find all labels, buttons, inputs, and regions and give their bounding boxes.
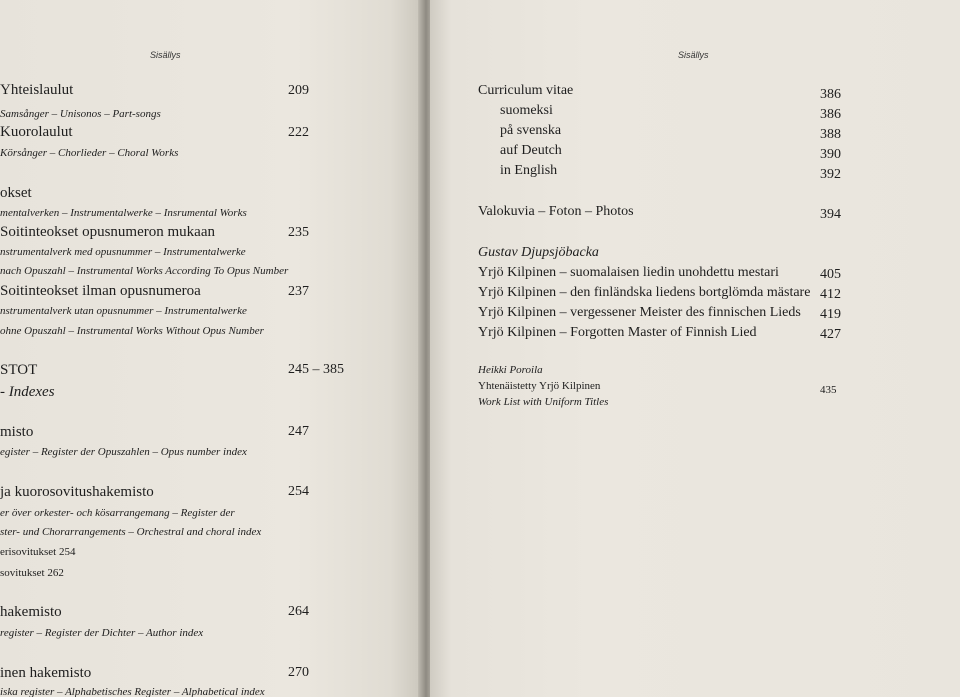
toc-entry-subtitle: ster- und Chorarrangements – Orchestral and choral index <box>0 526 262 538</box>
toc-entry-page: 270 <box>288 665 309 680</box>
toc-entry-title: Curriculum vitae <box>478 83 574 98</box>
toc-entry-page: 235 <box>288 225 309 240</box>
toc-entry-subtitle: ohne Opuszahl – Instrumental Works Without Opus Number <box>0 325 264 337</box>
toc-entry-title: misto <box>0 424 34 440</box>
toc-entry-subtitle: mentalverken – Instrumentalwerke – Insrumental Works <box>0 207 247 219</box>
toc-entry-page: 264 <box>288 604 309 619</box>
toc-entry-page: 412 <box>820 287 841 302</box>
toc-entry-page: 435 <box>820 384 837 396</box>
toc-entry-page: 386 <box>820 87 841 102</box>
toc-entry-subtitle: Körsånger – Chorlieder – Choral Works <box>0 147 179 159</box>
toc-entry-page: 222 <box>288 125 309 140</box>
toc-entry-subtitle: egister – Register der Opuszahlen – Opus number index <box>0 446 247 458</box>
toc-subentry: sovitukset 262 <box>0 567 64 579</box>
left-page <box>0 0 424 697</box>
toc-entry-title: Yrjö Kilpinen – vergessener Meister des finnischen Lieds <box>478 305 801 320</box>
toc-entry-page: 254 <box>288 484 309 499</box>
toc-section-title: okset <box>0 185 32 201</box>
toc-subentry: suomeksi <box>500 103 553 118</box>
toc-entry-title: Soitinteokset opusnumeron mukaan <box>0 224 215 240</box>
toc-entry-title: Yhtenäistetty Yrjö Kilpinen <box>478 380 601 392</box>
toc-section-title: STOT <box>0 362 38 378</box>
toc-entry-page: 247 <box>288 424 309 439</box>
toc-entry-title: Yrjö Kilpinen – Forgotten Master of Finnish Lied <box>478 325 757 340</box>
toc-entry-page: 237 <box>288 284 309 299</box>
toc-subentry: in English <box>500 163 558 178</box>
toc-entry-subtitle: Work List with Uniform Titles <box>478 396 609 408</box>
left-page-header: Sisällys <box>150 50 181 60</box>
toc-entry-page: 419 <box>820 307 841 322</box>
toc-subentry: på svenska <box>500 123 562 138</box>
toc-entry-title: ja kuorosovitushakemisto <box>0 484 154 500</box>
right-page-header: Sisällys <box>678 50 709 60</box>
toc-entry-page: 245 – 385 <box>288 362 344 377</box>
toc-entry-subtitle: nach Opuszahl – Instrumental Works According To Opus Number <box>0 265 289 277</box>
toc-subentry: auf Deutch <box>500 143 562 158</box>
toc-entry-title: hakemisto <box>0 604 62 620</box>
toc-entry-subtitle: nstrumentalverk med opusnummer – Instrumentalwerke <box>0 246 246 258</box>
toc-entry-title: Yrjö Kilpinen – den finländska liedens bortglömda mästare <box>478 285 811 300</box>
toc-entry-subtitle: Samsånger – Unisonos – Part-songs <box>0 108 161 120</box>
toc-entry-page: 405 <box>820 267 841 282</box>
toc-entry-page: 209 <box>288 83 309 98</box>
toc-entry-page: 386 <box>820 107 841 122</box>
toc-entry-page: 427 <box>820 327 841 342</box>
toc-entry-page: 392 <box>820 167 841 182</box>
toc-entry-title: Valokuvia – Foton – Photos <box>478 204 634 219</box>
toc-entry-title: Yrjö Kilpinen – suomalaisen liedin unohdettu mestari <box>478 265 779 280</box>
right-page <box>430 0 960 697</box>
toc-entry-subtitle: iska register – Alphabetisches Register – Alphabetical index <box>0 686 265 697</box>
toc-entry-page: 388 <box>820 127 841 142</box>
toc-entry-page: 390 <box>820 147 841 162</box>
toc-author: Gustav Djupsjöbacka <box>478 245 599 260</box>
toc-entry-title: Soitinteokset ilman opusnumeroa <box>0 283 201 299</box>
toc-entry-title: Kuorolaulut <box>0 124 73 140</box>
toc-entry-subtitle: register – Register der Dichter – Author index <box>0 627 204 639</box>
toc-entry-title: Yhteislaulut <box>0 82 74 98</box>
toc-author: Heikki Poroila <box>478 364 543 376</box>
toc-section-subtitle: - Indexes <box>0 384 55 400</box>
toc-entry-page: 394 <box>820 207 841 222</box>
toc-entry-subtitle: er över orkester- och kösarrangemang – Register der <box>0 507 235 519</box>
toc-subentry: erisovitukset 254 <box>0 546 76 558</box>
toc-entry-subtitle: nstrumentalverk utan opusnummer – Instrumentalwerke <box>0 305 247 317</box>
toc-entry-title: inen hakemisto <box>0 665 92 681</box>
